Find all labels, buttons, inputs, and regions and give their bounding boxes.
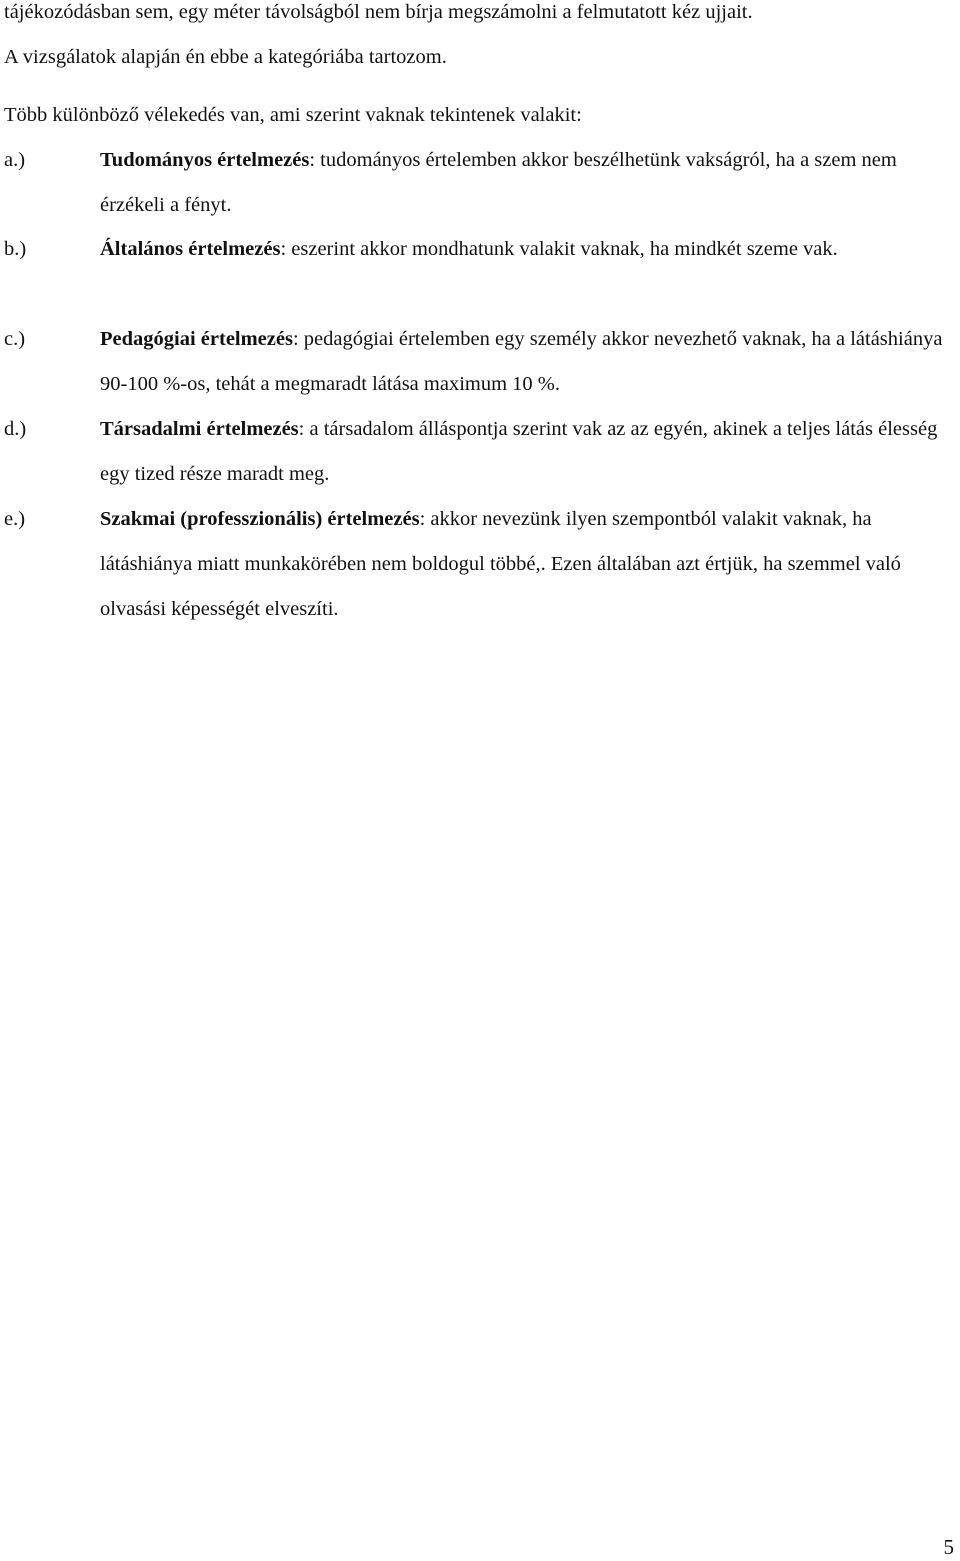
definition-description: : tudományos értelemben akkor beszélhetünk vakságról, ha a szem nem érzékeli a fényt.: [100, 148, 897, 216]
list-marker: d.): [4, 418, 27, 440]
definition-term: Pedagógiai értelmezés: [100, 327, 293, 350]
list-marker: a.): [4, 149, 26, 171]
definition-term: Tudományos értelmezés: [100, 148, 310, 171]
definition-description: : eszerint akkor mondhatunk valakit vaknak, ha mindkét szeme vak.: [280, 237, 838, 260]
page-number: 5: [943, 1535, 954, 1559]
list-marker: c.): [4, 328, 26, 350]
definition-text: [100, 497, 956, 632]
definition-text: [100, 317, 956, 407]
definition-text: [100, 138, 956, 228]
definition-term: Szakmai (professzionális) értelmezés: [100, 507, 420, 530]
definition-text: [100, 227, 956, 272]
intro-line-1: tájékozódásban sem, egy méter távolságból nem bírja megszámolni a felmutatott kéz ujjait.: [4, 1, 753, 23]
definition-description: : pedagógiai értelemben egy személy akkor nevezhető vaknak, ha a látáshiánya 90-100 %-os, tehát a megmaradt látása maximum 10 %.: [100, 327, 943, 395]
list-marker: b.): [4, 238, 27, 260]
definition-description: : akkor nevezünk ilyen szempontból valakit vaknak, ha látáshiánya miatt munkakörében nem boldogul többé,. Ezen általában azt értjük, ha szemmel való olvasási képességét elveszíti.: [100, 507, 901, 620]
intro-line-3: Több különböző vélekedés van, ami szerint vaknak tekintenek valakit:: [4, 104, 582, 126]
list-marker: e.): [4, 508, 26, 530]
definition-term: Társadalmi értelmezés: [100, 417, 299, 440]
definition-description: : a társadalom álláspontja szerint vak az az egyén, akinek a teljes látás élesség egy tized része maradt meg.: [100, 417, 938, 485]
definition-term: Általános értelmezés: [100, 237, 281, 260]
definition-text: [100, 407, 956, 497]
intro-line-2: A vizsgálatok alapján én ebbe a kategóriába tartozom.: [4, 46, 447, 68]
